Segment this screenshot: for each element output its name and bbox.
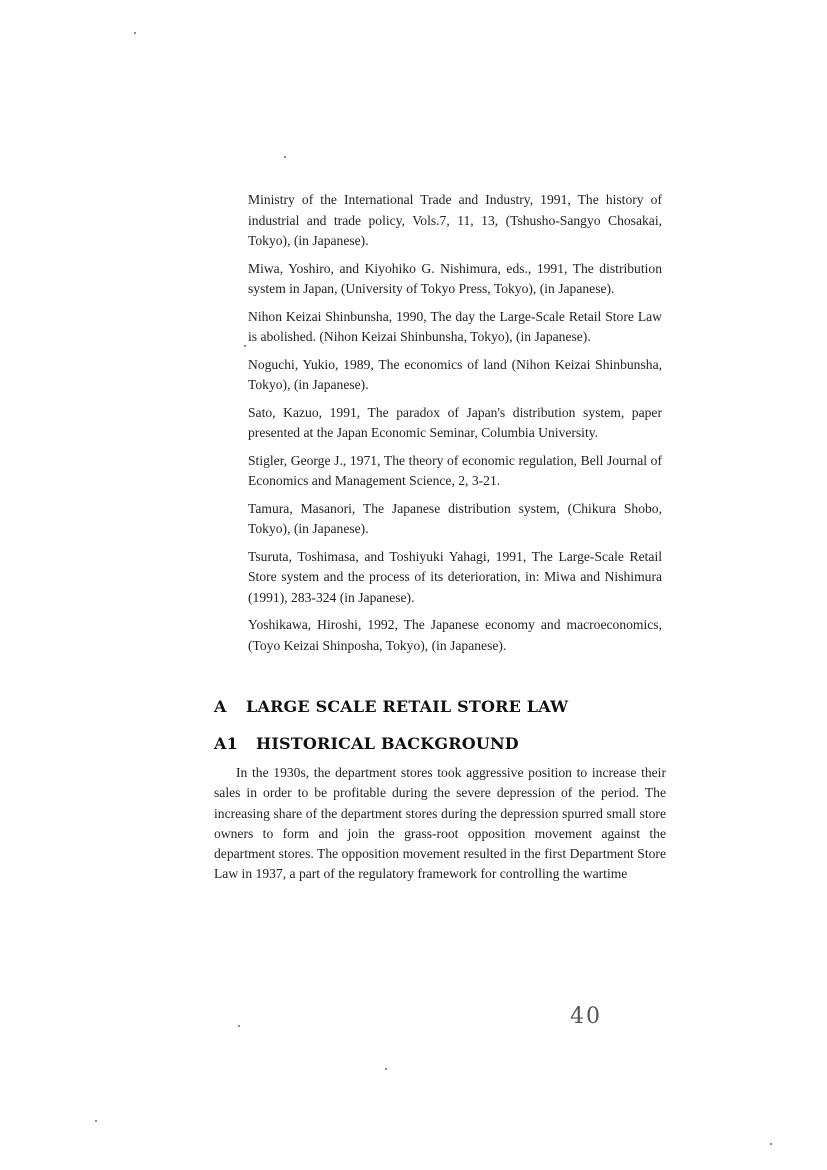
section-heading-a [214,696,674,718]
scan-speck [385,1068,387,1070]
reference-list [248,190,662,663]
reference-entry: Nihon Keizai Shinbunsha, 1990, The day the Large-Scale Retail Store Law is abolished. (Nihon Keizai Shinbunsha, Tokyo), (in Japanese). [248,308,662,344]
section-number: A [214,697,227,716]
body-paragraph: In the 1930s, the department stores took aggressive position to increase their sales in order to be profitable during the severe depression of the period. The increasing share of the department stores during the depression spurred small store owners to form and join the grass-root opposition movement against the department stores. The opposition movement resulted in the first Department Store Law in 1937, a part of the regulatory framework for controlling the wartime [214,765,666,882]
reference-entry: Noguchi, Yukio, 1989, The economics of land (Nihon Keizai Shinbunsha, Tokyo), (in Japanese). [248,356,662,392]
reference-entry: Stigler, George J., 1971, The theory of economic regulation, Bell Journal of Economics and Management Science, 2, 3-21. [248,452,662,488]
subsection-number: A1 [214,734,238,753]
subsection-title [214,733,674,755]
scan-speck [238,1025,240,1027]
reference-entry: Tsuruta, Toshimasa, and Toshiyuki Yahagi, 1991, The Large-Scale Retail Store system and the process of its deterioration, in: Miwa and Nishimura (1991), 283-324 (in Japanese). [248,548,662,605]
section-title [214,696,674,718]
reference-entry: Tamura, Masanori, The Japanese distribution system, (Chikura Shobo, Tokyo), (in Japanese). [248,500,662,536]
reference-entry: Ministry of the International Trade and Industry, 1991, The history of industrial and trade policy, Vols.7, 11, 13, (Tshusho-Sangyo Chosakai, Tokyo), (in Japanese). [248,192,662,248]
scan-speck [770,1143,772,1145]
section-title-text: LARGE SCALE RETAIL STORE LAW [246,697,569,716]
reference-entry: Sato, Kazuo, 1991, The paradox of Japan's distribution system, paper presented at the Japan Economic Seminar, Columbia University. [248,404,662,440]
scan-speck [134,32,136,34]
section-heading-a1 [214,733,674,755]
scan-speck [244,345,246,347]
scan-speck [284,156,286,158]
scan-speck [95,1120,97,1122]
reference-entry: Yoshikawa, Hiroshi, 1992, The Japanese economy and macroeconomics, (Toyo Keizai Shinposha, Tokyo), (in Japanese). [248,617,662,653]
page-number: 40 [570,1004,602,1029]
body-text [214,763,666,885]
subsection-title-text: HISTORICAL BACKGROUND [256,734,519,753]
reference-entry: Miwa, Yoshiro, and Kiyohiko G. Nishimura, eds., 1991, The distribution system in Japan, (University of Tokyo Press, Tokyo), (in Japanese). [248,260,662,296]
